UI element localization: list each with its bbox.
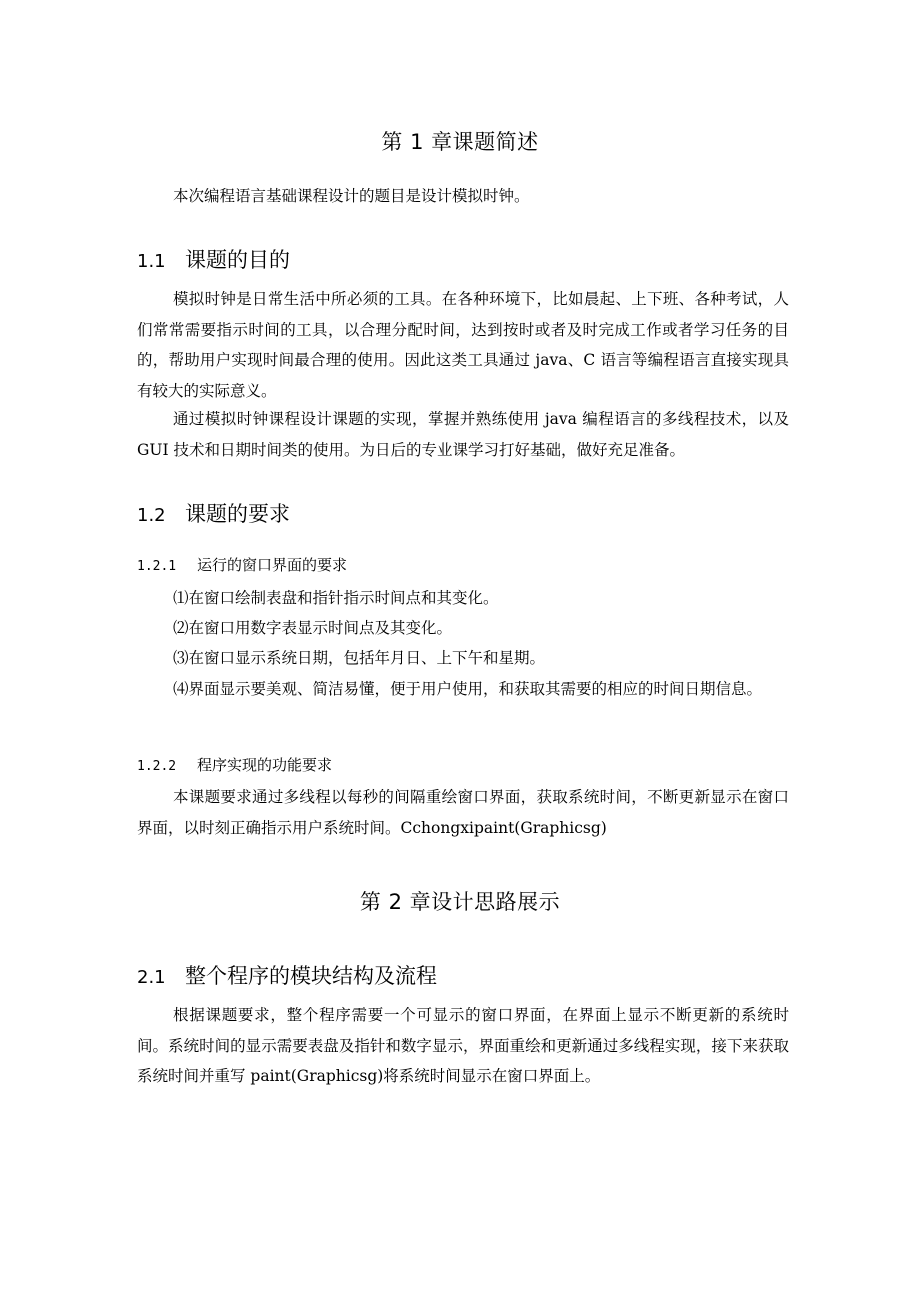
section-1-1-heading	[137, 246, 787, 276]
section-2-1-paragraph: 根据课题要求，整个程序需要一个可显示的窗口界面，在界面上显示不断更新的系统时间。系统时间的显示需要表盘及指针和数字显示，界面重绘和更新通过多线程实现，接下来获取系统时间并重写 paint(Graphicsg)将系统时间显示在窗口界面上。	[137, 1006, 789, 1085]
section-number: 2.1	[137, 967, 166, 988]
section-1-2-1-heading	[137, 554, 787, 578]
requirement-item-4: ⑷界面显示要美观、简洁易懂，便于用户使用，和获取其需要的相应的时间日期信息。	[173, 680, 763, 698]
subsection-title: 程序实现的功能要求	[197, 756, 333, 774]
chapter-1-intro: 本次编程语言基础课程设计的题目是设计模拟时钟。	[173, 187, 530, 205]
section-title: 整个程序的模块结构及流程	[185, 964, 437, 988]
section-title: 课题的要求	[185, 502, 290, 526]
section-1-2-2-heading	[137, 754, 787, 778]
subsection-number: 1.2.2	[137, 759, 177, 774]
chapter-2-title: 第 2 章设计思路展示	[359, 890, 561, 914]
section-number: 1.2	[137, 505, 166, 526]
requirement-item-2: ⑵在窗口用数字表显示时间点及其变化。	[173, 619, 453, 637]
section-1-2-heading	[137, 500, 787, 530]
section-1-1-paragraph-2: 通过模拟时钟课程设计课题的实现，掌握并熟练使用 java 编程语言的多线程技术，以及 GUI 技术和日期时间类的使用。为日后的专业课学习打好基础，做好充足准备。	[137, 410, 789, 459]
section-number: 1.1	[137, 251, 166, 272]
section-title: 课题的目的	[185, 248, 290, 272]
requirement-item-3: ⑶在窗口显示系统日期，包括年月日、上下午和星期。	[173, 649, 546, 667]
section-2-1-heading	[137, 962, 787, 992]
subsection-title: 运行的窗口界面的要求	[197, 556, 348, 574]
subsection-number: 1.2.1	[137, 559, 177, 574]
chapter-1-title: 第 1 章课题简述	[381, 130, 539, 154]
section-1-1-paragraph-1: 模拟时钟是日常生活中所必须的工具。在各种环境下，比如晨起、上下班、各种考试，人们常常需要指示时间的工具，以合理分配时间，达到按时或者及时完成工作或者学习任务的目的，帮助用户实现时间最合理的使用。因此这类工具通过 java、C 语言等编程语言直接实现具有较大的实际意义。	[137, 290, 789, 400]
section-1-2-2-paragraph: 本课题要求通过多线程以每秒的间隔重绘窗口界面，获取系统时间，不断更新显示在窗口界面，以时刻正确指示用户系统时间。Cchongxipaint(Graphicsg)	[137, 788, 789, 837]
requirement-item-1: ⑴在窗口绘制表盘和指针指示时间点和其变化。	[173, 589, 499, 607]
